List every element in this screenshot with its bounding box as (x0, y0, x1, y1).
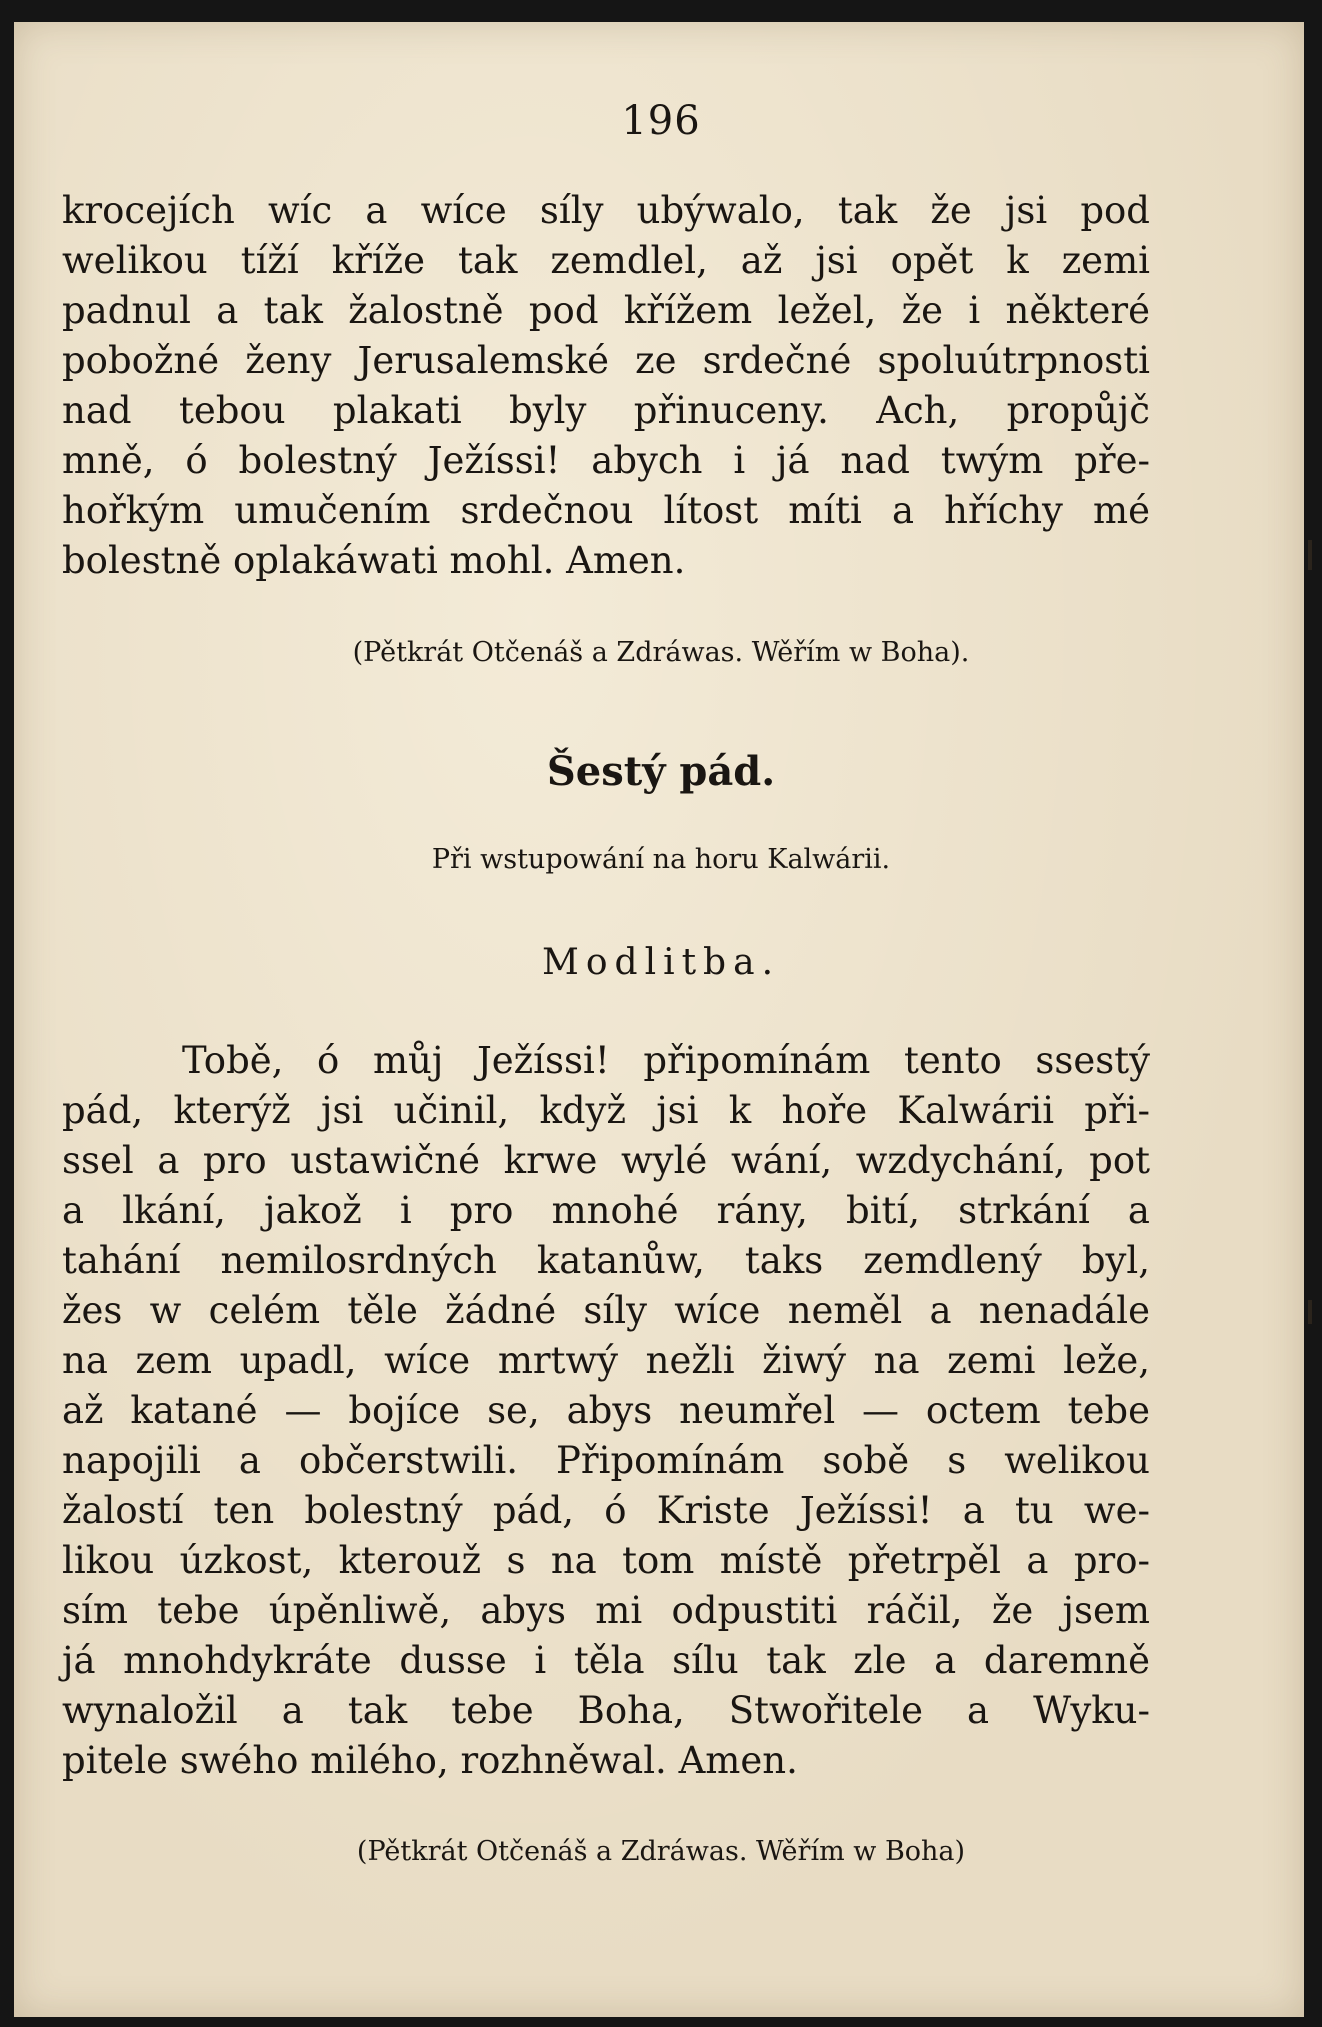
text-line: a lkání, jakož i pro mnohé rány, bití, strkání a (62, 1189, 1150, 1232)
page-number: 196 (621, 98, 701, 144)
page-edge-mark (1308, 1300, 1312, 1324)
station-subtitle: Při wstupowání na horu Kalwárii. (431, 844, 891, 875)
text-line: bolestně oplakáwati mohl. Amen. (62, 539, 686, 582)
text-line: ssel a pro ustawičné krwe wylé wání, wzdychání, pot (62, 1139, 1150, 1182)
text-line: žes w celém těle žádné síly wíce neměl a nenadále (62, 1289, 1150, 1332)
text-line: likou úzkost, kterouž s na tom místě přetrpěl a pro- (62, 1539, 1150, 1582)
text-line: pobožné ženy Jerusalemské ze srdečné spoluútrpnosti (62, 339, 1150, 382)
text-line: až katané — bojíce se, abys neumřel — octem tebe (62, 1389, 1150, 1432)
prayer-text (62, 1036, 1150, 1786)
text-line: mně, ó bolestný Ježíssi! abych i já nad twým pře- (62, 439, 1150, 482)
prayer-instruction: (Pětkrát Otčenáš a Zdráwas. Wěřím w Boha). (352, 637, 970, 668)
text-line: žalostí ten bolestný pád, ó Kriste Ježíssi! a tu we- (62, 1489, 1150, 1532)
text-line: já mnohdykráte dusse i těla sílu tak zle a daremně (62, 1639, 1150, 1682)
text-line: krocejích wíc a wíce síly ubýwalo, tak že jsi pod (62, 189, 1150, 232)
closing-prayer-instruction: (Pětkrát Otčenáš a Zdráwas. Wěřím w Boha) (356, 1836, 966, 1867)
text-line: sím tebe úpěnliwě, abys mi odpustiti ráčil, že jsem (62, 1589, 1150, 1632)
text-line: wynaložil a tak tebe Boha, Stwořitele a Wyku- (62, 1689, 1150, 1732)
text-line: tahání nemilosrdných katanůw, taks zemdlený byl, (62, 1239, 1150, 1282)
text-line: na zem upadl, wíce mrtwý nežli žiwý na zemi leže, (62, 1339, 1150, 1382)
text-line: nad tebou plakati byly přinuceny. Ach, propůjč (62, 389, 1150, 432)
text-line: Tobě, ó můj Ježíssi! připomínám tento ssestý (182, 1039, 1150, 1082)
prayer-heading: Modlitba. (541, 942, 781, 983)
station-title: Šestý pád. (546, 748, 776, 795)
text-line: padnul a tak žalostně pod křížem ležel, že i některé (62, 289, 1150, 332)
text-line: welikou tíží kříže tak zemdlel, až jsi opět k zemi (62, 239, 1150, 282)
page-edge-mark (1308, 540, 1312, 570)
text-line: hořkým umučením srdečnou lítost míti a hříchy mé (62, 489, 1150, 532)
text-line: napojili a občerstwili. Připomínám sobě s welikou (62, 1439, 1150, 1482)
text-line: pád, kterýž jsi učinil, když jsi k hoře Kalwárii při- (62, 1089, 1150, 1132)
text-line: pitele swého milého, rozhněwal. Amen. (62, 1739, 798, 1782)
first-section-text (62, 186, 1150, 586)
